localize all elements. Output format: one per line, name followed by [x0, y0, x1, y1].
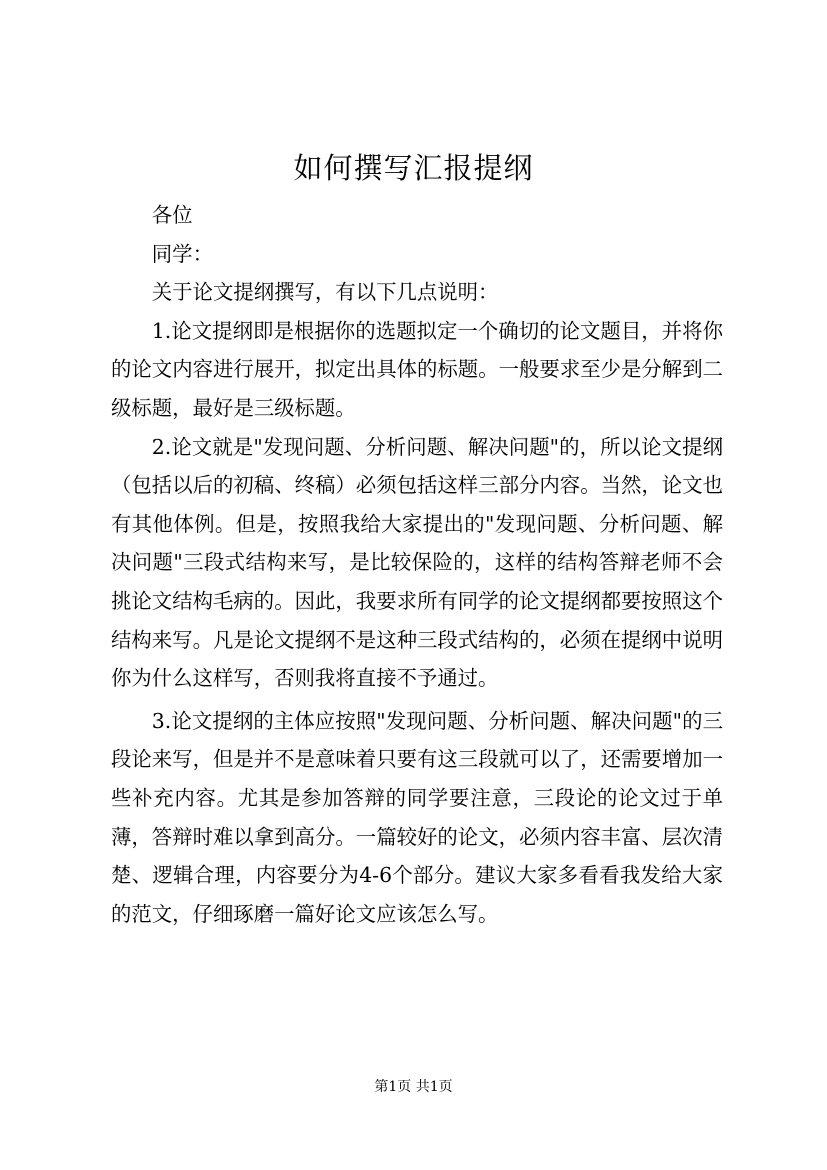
page-footer: 第1页 共1页 — [374, 1079, 453, 1095]
point-1-paragraph: 1.论文提纲即是根据你的选题拟定一个确切的论文题目，并将你的论文内容进行展开，拟定出具体的标题。一般要求至少是分解到二级标题，最好是三级标题。 — [111, 318, 723, 420]
salutation-line-2: 同学： — [151, 241, 213, 266]
salutation-line-1: 各位 — [151, 203, 193, 227]
document-title: 如何撰写汇报提纲 — [293, 151, 534, 185]
point-2-paragraph: 2.论文就是"发现问题、分析问题、解决问题"的，所以论文提纲（包括以后的初稿、终稿）必须包括这样三部分内容。当然，论文也有其他体例。但是，按照我给大家提出的"发现问题、分析问题、解决问题"三段式结构来写，是比较保险的，这样的结构答辩老师不会挑论文结构毛病的。因此，我要求所有同学的论文提纲都要按照这个结构来写。凡是论文提纲不是这种三段式结构的，必须在提纲中说明你为什么这样写，否则我将直接不予通过。 — [111, 434, 723, 691]
point-3-paragraph: 3.论文提纲的主体应按照"发现问题、分析问题、解决问题"的三段论来写，但是并不是意味着只要有这三段就可以了，还需要增加一些补充内容。尤其是参加答辩的同学要注意，三段论的论文过于单薄，答辩时难以拿到高分。一篇较好的论文，必须内容丰富、层次清楚、逻辑合理，内容要分为4-6个部分。建议大家多看看我发给大家的范文，仔细琢磨一篇好论文应该怎么写。 — [111, 708, 723, 926]
document-body — [111, 196, 723, 933]
intro-paragraph: 关于论文提纲撰写，有以下几点说明： — [151, 280, 499, 305]
